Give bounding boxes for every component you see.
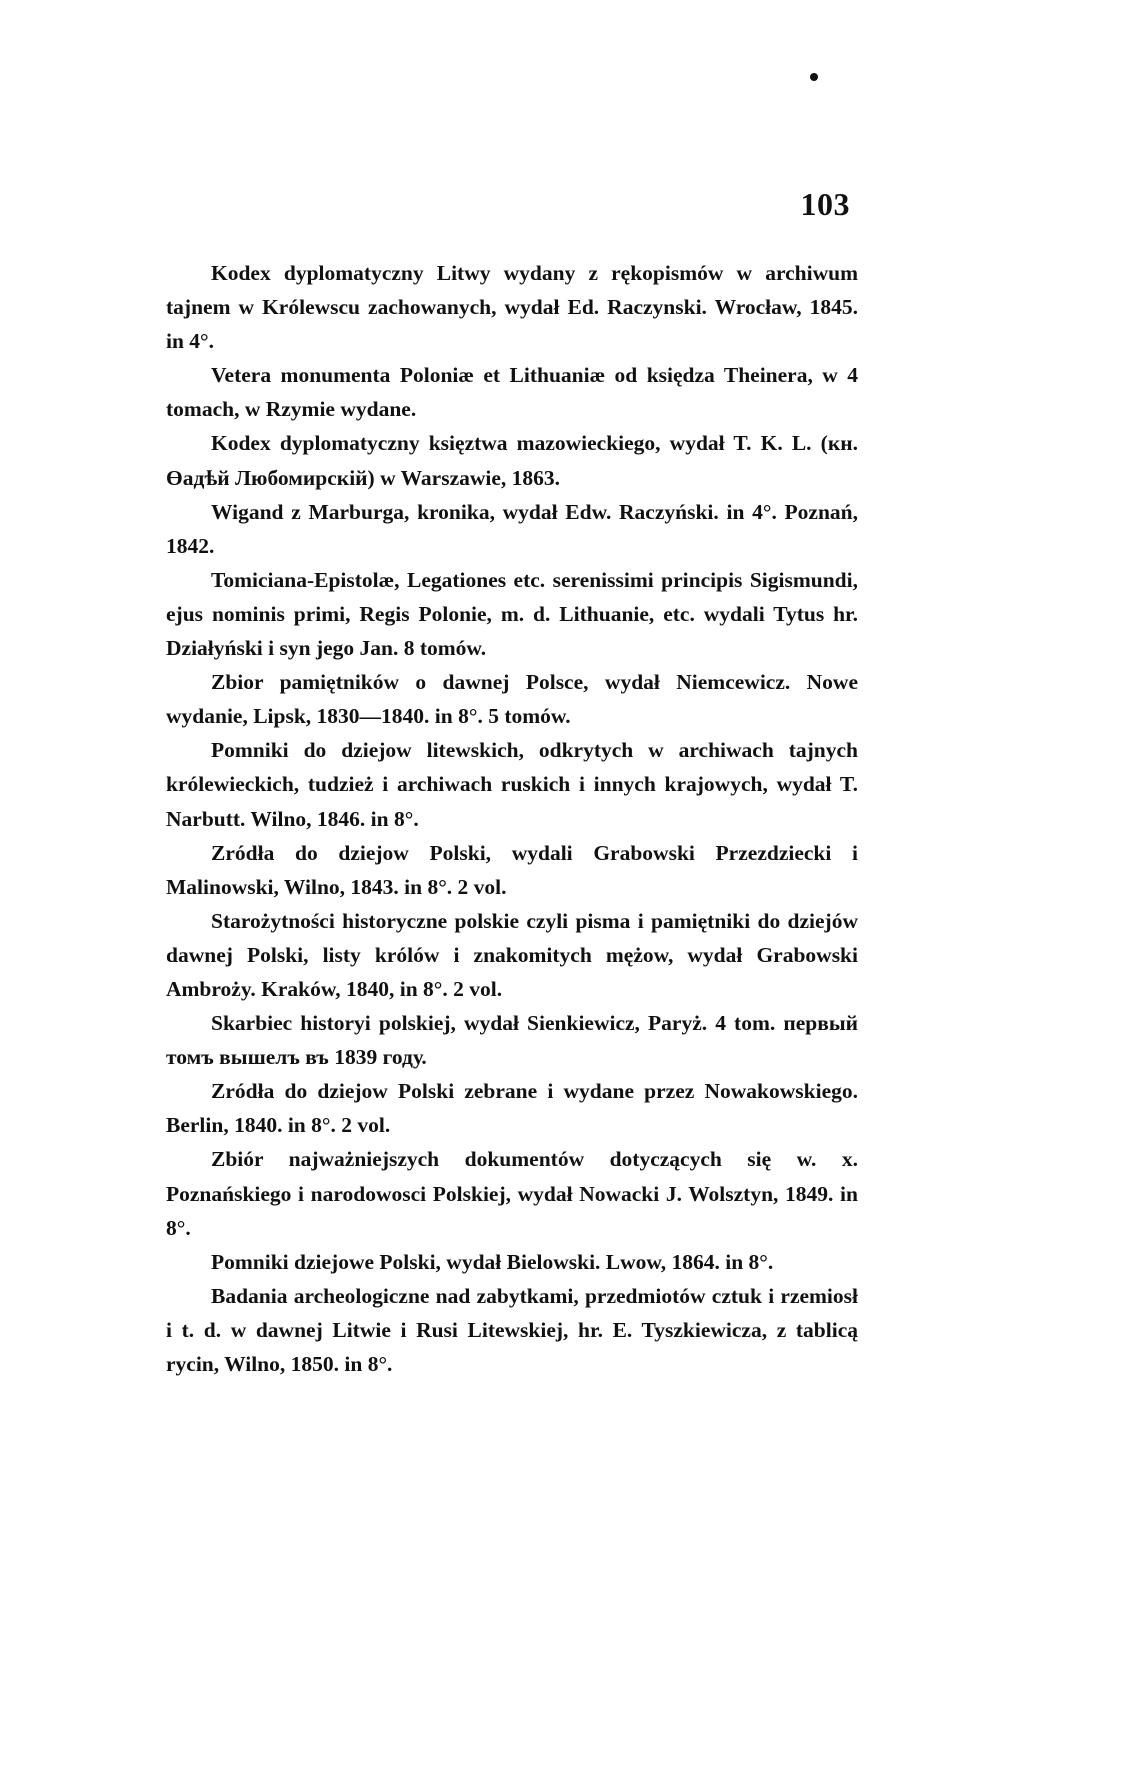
bibliography-entry: Wigand z Marburga, kronika, wydał Edw. Raczyński. in 4°. Poznań, 1842. [166,499,858,558]
bibliography-entry: Pomniki do dziejow litewskich, odkrytych w archiwach tajnych królewieckich, tudzież i archiwach ruskich i innych krajowych, wydał T. Narbutt. Wilno, 1846. in 8°. [166,738,858,831]
bibliography-entry: Tomiciana-Epistolæ, Legationes etc. serenissimi principis Sigismundi, ejus nominis primi, Regis Polonie, m. d. Lithuanie, etc. wydali Tytus hr. Działyński i syn jego Jan. 8 tomów. [166,567,858,661]
bibliography-entry: Zródła do dziejow Polski zebrane i wydane przez Nowakowskiego. Berlin, 1840. in 8°. 2 vol. [166,1079,858,1138]
page-number: 103 [800,186,850,222]
bibliography-entry: Pomniki dziejowe Polski, wydał Bielowski. Lwow, 1864. in 8°. [211,1249,774,1274]
bibliography-entry: Zbior pamiętników o dawnej Polsce, wydał Niemcewicz. Nowe wydanie, Lipsk, 1830—1840. in 8°. 5 tomów. [166,670,858,729]
ink-speck [810,73,818,81]
bibliography-entry: Zbiór najważniejszych dokumentów dotyczących się w. x. Poznańskiego i narodowosci Polskiej, wydał Nowacki J. Wolsztyn, 1849. in 8°. [166,1147,858,1240]
bibliography-entry: Starożytności historyczne polskie czyli pisma i pamiętniki do dziejów dawnej Polski, listy królów i znakomitych mężow, wydał Grabowski Ambroży. Kraków, 1840, in 8°. 2 vol. [166,908,858,1001]
bibliography-entry: Zródła do dziejow Polski, wydali Grabowski Przezdziecki i Malinowski, Wilno, 1843. in 8°. 2 vol. [166,840,858,899]
bibliography-entry: Badania archeologiczne nad zabytkami, przedmiotów cztuk i rzemiosł i t. d. w dawnej Litwie i Rusi Litewskiej, hr. E. Tyszkiewicza, z tablicą rycin, Wilno, 1850. in 8°. [166,1283,858,1376]
bibliography-entry: Kodex dyplomatyczny księztwa mazowieckiego, wydał T. K. L. (кн. Өадѣй Любомирскій) w Warszawie, 1863. [166,431,858,490]
bibliography-entry: Kodex dyplomatyczny Litwy wydany z rękopismów w archiwum tajnem w Królewscu zachowanych, wydał Ed. Raczynski. Wrocław, 1845. in 4°. [166,261,858,354]
bibliography-entry: Skarbiec historyi polskiej, wydał Sienkiewicz, Paryż. 4 tom. первый томъ вышелъ въ 1839 году. [166,1011,858,1070]
bibliography-entry: Vetera monumenta Poloniæ et Lithuaniæ od księdza Theinera, w 4 tomach, w Rzymie wydane. [166,363,858,422]
bibliography-list [166,256,858,1381]
